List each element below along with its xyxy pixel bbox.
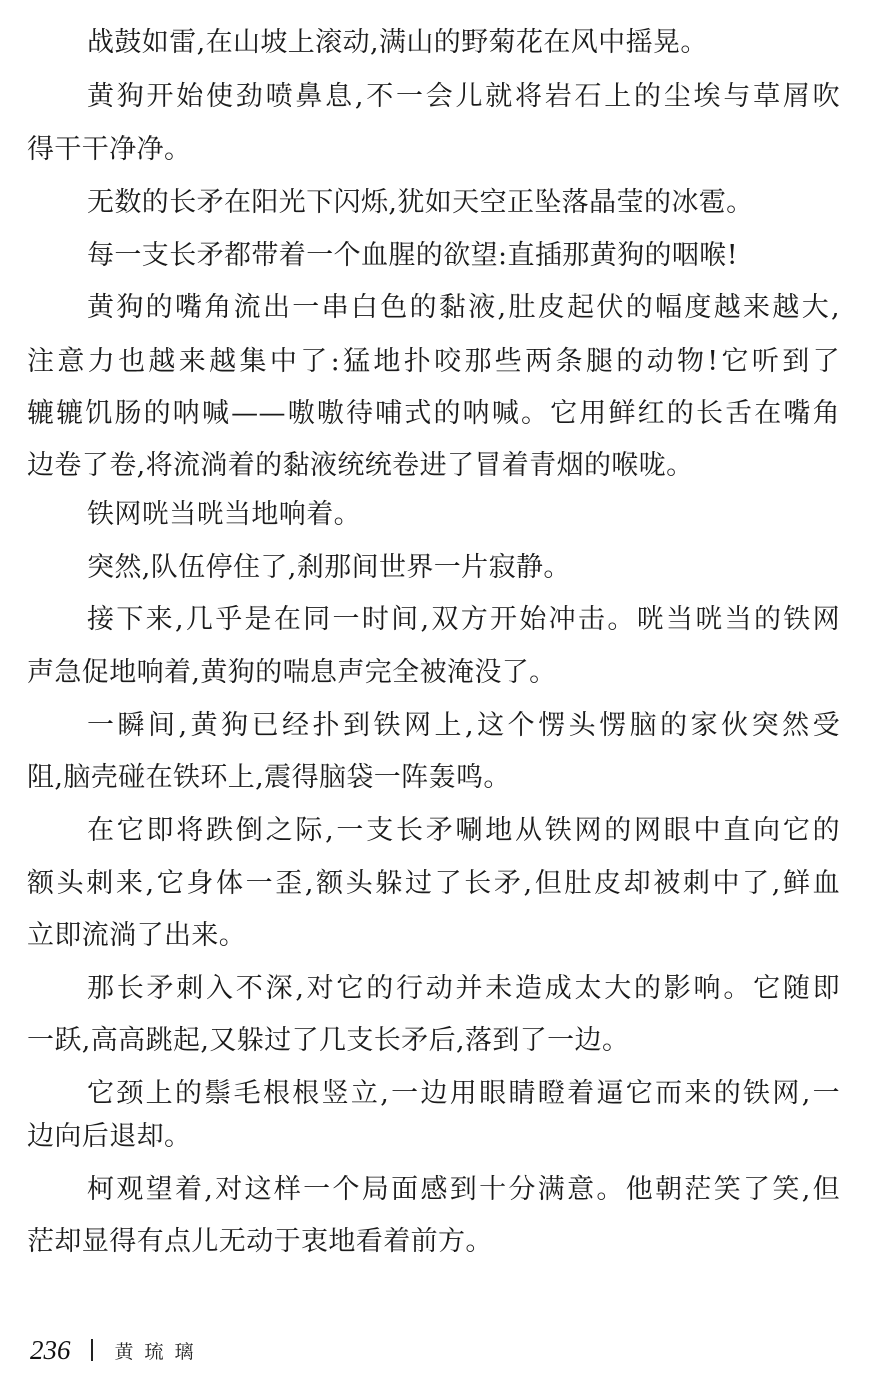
page-number: 236 [30, 1334, 71, 1365]
paragraph-line: 阻,脑壳碰在铁环上,震得脑袋一阵轰鸣。 [27, 762, 511, 793]
paragraph-line: 一瞬间,黄狗已经扑到铁网上,这个愣头愣脑的家伙突然受 [87, 710, 840, 741]
paragraph-line: 它颈上的鬃毛根根竖立,一边用眼睛瞪着逼它而来的铁网,一 [87, 1078, 840, 1109]
paragraph-line: 边卷了卷,将流淌着的黏液统统卷进了冒着青烟的喉咙。 [27, 450, 694, 481]
paragraph-line: 辘辘饥肠的呐喊——嗷嗷待哺式的呐喊。它用鲜红的长舌在嘴角 [27, 398, 840, 429]
paragraph-line: 额头刺来,它身体一歪,额头躲过了长矛,但肚皮却被刺中了,鲜血 [27, 868, 840, 899]
page-footer [30, 1330, 205, 1370]
paragraph-line: 注意力也越来越集中了:猛地扑咬那些两条腿的动物!它听到了 [27, 346, 840, 377]
paragraph-line: 战鼓如雷,在山坡上滚动,满山的野菊花在风中摇晃。 [87, 27, 708, 58]
paragraph-line: 那长矛刺入不深,对它的行动并未造成太大的影响。它随即 [87, 973, 840, 1004]
paragraph-line: 声急促地响着,黄狗的喘息声完全被淹没了。 [27, 657, 557, 688]
paragraph-line: 柯观望着,对这样一个局面感到十分满意。他朝茫笑了笑,但 [87, 1174, 840, 1205]
paragraph-line: 在它即将跌倒之际,一支长矛唰地从铁网的网眼中直向它的 [87, 815, 840, 846]
paragraph-line: 接下来,几乎是在同一时间,双方开始冲击。咣当咣当的铁网 [87, 604, 840, 635]
paragraph-line: 每一支长矛都带着一个血腥的欲望:直插那黄狗的咽喉! [87, 240, 738, 271]
paragraph-line: 茫却显得有点儿无动于衷地看着前方。 [27, 1226, 493, 1257]
paragraph-line: 得干干净净。 [27, 134, 192, 165]
paragraph-line: 黄狗开始使劲喷鼻息,不一会儿就将岩石上的尘埃与草屑吹 [87, 81, 840, 112]
paragraph-line: 黄狗的嘴角流出一串白色的黏液,肚皮起伏的幅度越来越大, [87, 292, 840, 323]
footer-divider [91, 1339, 93, 1361]
paragraph-line: 突然,队伍停住了,刹那间世界一片寂静。 [87, 552, 571, 583]
paragraph-line: 立即流淌了出来。 [27, 920, 247, 951]
book-title: 黄琉璃 [114, 1340, 205, 1363]
paragraph-line: 铁网咣当咣当地响着。 [87, 499, 361, 530]
paragraph-line: 无数的长矛在阳光下闪烁,犹如天空正坠落晶莹的冰雹。 [87, 187, 754, 218]
paragraph-line: 边向后退却。 [27, 1121, 192, 1152]
paragraph-line: 一跃,高高跳起,又躲过了几支长矛后,落到了一边。 [27, 1025, 630, 1056]
